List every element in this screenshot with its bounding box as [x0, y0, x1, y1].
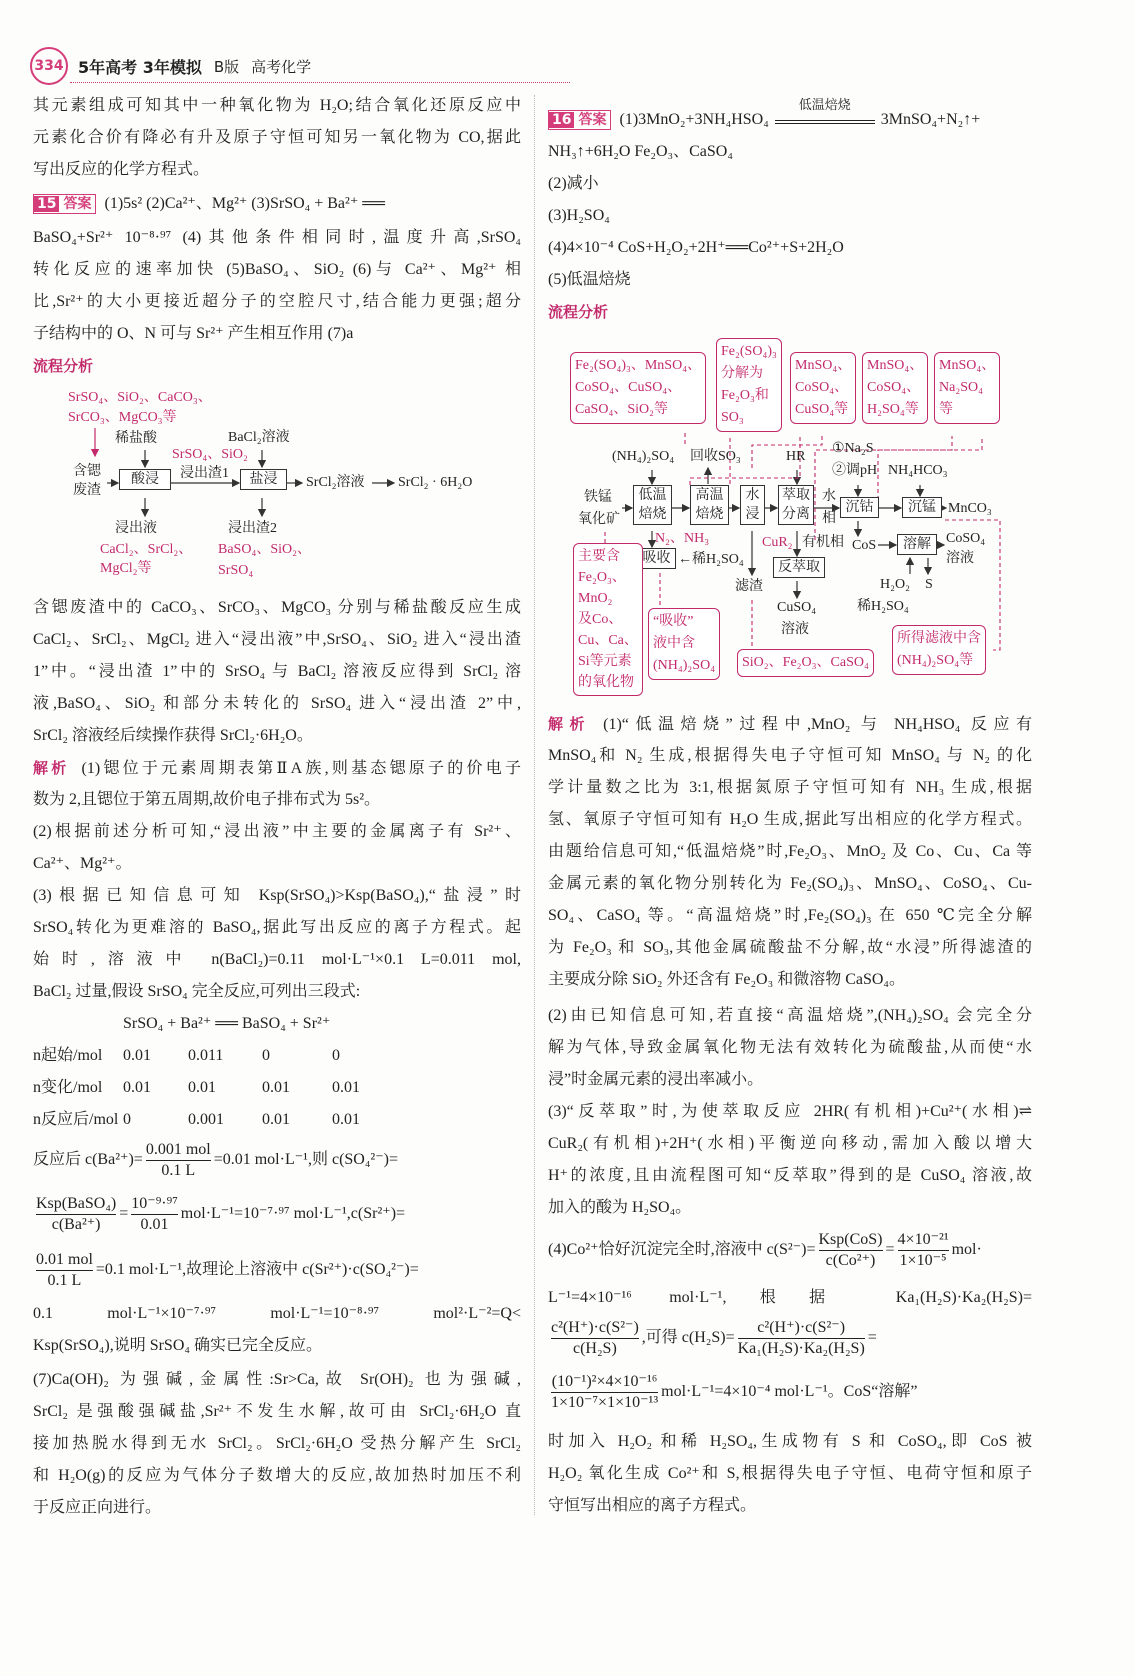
- note-line: Cu、Ca、: [578, 633, 638, 648]
- text-line: Ca²⁺、Mg²⁺。: [33, 855, 132, 872]
- text: =0.1 mol·L⁻¹,故理论上溶液中 c(Sr²⁺)·c(SO₄²⁻)=: [95, 1261, 419, 1279]
- text-line: SrSO₄转化为更难溶的 BaSO₄,据此写出反应的离子方程式。起: [33, 919, 521, 936]
- reagent-label: ←稀H₂SO₄: [678, 552, 744, 567]
- note-line: (NH₄)₂SO₄: [653, 658, 716, 673]
- note-line: CoSO₄、: [795, 380, 849, 395]
- denominator: 0.1 L: [161, 1162, 196, 1179]
- table-cell: 0.011: [188, 1047, 224, 1064]
- feed-label: 氧化矿: [578, 512, 620, 527]
- text-line: 为 Fe₂O₃ 和 SO₃,其他金属硫酸盐不分解,故“水浸”所得滤渣的: [548, 939, 1032, 956]
- table-cell: 0.01: [332, 1111, 360, 1128]
- denominator: 1×10⁻⁷×1×10⁻¹³: [551, 1394, 659, 1411]
- text: (1)“低温焙烧”过程中,MnO₂ 与 NH₄HSO₄ 反应有: [603, 716, 1032, 733]
- note-line: Na₂SO₄: [939, 380, 983, 395]
- note-line: SO₃: [721, 410, 744, 425]
- product-label: 溶液: [946, 551, 974, 566]
- table-cell: 0.01: [188, 1079, 216, 1096]
- answer-label: 答案: [578, 112, 607, 128]
- residue-label: 滤渣: [735, 579, 763, 594]
- leachate-label: 浸出液: [115, 521, 157, 536]
- calc-line: [548, 1318, 1032, 1359]
- text-line: (7)Ca(OH)₂ 为强碱,金属性:Sr>Ca,故 Sr(OH)₂ 也为强碱,: [33, 1371, 521, 1388]
- gas-label: N₂、NH₃: [655, 531, 710, 546]
- note-line: “吸收”: [653, 614, 694, 629]
- text-line: SO₄、CaSO₄ 等。“高温焙烧”时,Fe₂(SO₄)₃ 在 650 ℃完全分解: [548, 907, 1032, 924]
- product-label: S: [925, 577, 933, 592]
- fraction: [36, 1194, 116, 1235]
- fraction: [146, 1140, 211, 1181]
- fraction: [36, 1250, 93, 1291]
- reagent-label: HR: [786, 449, 806, 464]
- residue-label: 浸出渣2: [228, 521, 277, 536]
- reagent-label: H₂O₂: [880, 577, 910, 592]
- table-cell: 0: [332, 1047, 340, 1064]
- numerator: c²(H⁺)·c(S²⁻): [738, 1318, 865, 1339]
- note-line: 分解为: [721, 366, 763, 381]
- note-line: MnSO₄、: [939, 358, 996, 373]
- denominator: c(H₂S): [572, 1340, 617, 1357]
- text-line: (2)减小: [548, 175, 599, 192]
- numerator: c²(H⁺)·c(S²⁻): [551, 1318, 639, 1339]
- box-line: 分离: [782, 507, 810, 522]
- fraction: [738, 1318, 865, 1359]
- note-box: [570, 352, 706, 424]
- product-label: MnCO₃: [948, 501, 992, 516]
- note-line: CoSO₄、: [867, 380, 921, 395]
- text-line: NH₃↑+6H₂O Fe₂O₃、CaSO₄: [548, 143, 733, 160]
- denominator: 0.1 L: [47, 1272, 82, 1289]
- box-line: 萃取: [782, 488, 810, 503]
- note-line: MnO₂: [578, 591, 613, 606]
- process-box-cobalt-precip: 沉钴: [840, 497, 879, 518]
- text: =0.01 mol·L⁻¹,则 c(SO₄²⁻)=: [213, 1151, 399, 1169]
- table-cell: 0.01: [332, 1079, 360, 1096]
- denominator: 1×10⁻⁵: [899, 1252, 947, 1269]
- text: =: [119, 1205, 129, 1223]
- feed-label: 含锶: [73, 464, 101, 479]
- process-box-high-roast: [690, 485, 729, 525]
- product-label: SrCl₂ · 6H₂O: [398, 475, 473, 490]
- text-line: 1”中。“浸出渣 1”中的 SrSO₄ 与 BaCl₂ 溶液反应得到 SrCl₂ 溶: [33, 663, 521, 680]
- page-number: 334: [30, 47, 68, 85]
- text-line: 元素化合价有降必有升及原子守恒可知另一氧化物为 CO,据此: [33, 129, 521, 146]
- note-line: 等: [939, 402, 953, 417]
- box-line: 水: [745, 488, 760, 503]
- text-line: [548, 714, 1032, 735]
- table-row-label: n起始/mol: [33, 1047, 103, 1064]
- text-line: (2)根据前述分析可知,“浸出液”中主要的金属离子有 Sr²⁺、: [33, 823, 521, 840]
- text-line: CuR₂(有机相)+2H⁺(水相)平衡逆向移动,需加入酸以增大: [548, 1135, 1032, 1152]
- fraction: [551, 1318, 639, 1359]
- byproduct-label: 回收SO₃: [690, 449, 741, 464]
- note-line: H₂SO₄等: [867, 402, 919, 417]
- process-box-salt-leach: 盐浸: [240, 469, 287, 490]
- analysis-label: 解析: [33, 759, 70, 777]
- fraction: [551, 1372, 658, 1413]
- note-line: CuSO₄等: [795, 402, 849, 417]
- text: (4)Co²⁺恰好沉淀完全时,溶液中 c(S²⁻)=: [548, 1241, 816, 1259]
- note-line: 及Co、: [578, 612, 623, 627]
- text-line: H₂O₂ 氧化生成 Co²⁺和 S,根据得失电子守恒、电荷守恒和原子: [548, 1465, 1032, 1482]
- text-line: 浸”时金属元素的浸出率减小。: [548, 1071, 764, 1088]
- table-header: SrSO₄ + Ba²⁺ ══ BaSO₄ + Sr²⁺: [123, 1015, 331, 1032]
- text-line: (2)由已知信息可知,若直接“高温焙烧”,(NH₄)₂SO₄ 会完全分: [548, 1007, 1032, 1024]
- text-line: 和 H₂O(g)的反应为气体分子数增大的反应,故加热时加压不利: [33, 1467, 521, 1484]
- text-line: (3)“反萃取”时,为使萃取反应 2HR(有机相)+Cu²⁺(水相)⇌: [548, 1103, 1032, 1120]
- numerator: Ksp(BaSO₄): [36, 1194, 116, 1215]
- fraction: [898, 1230, 949, 1271]
- numerator: 4×10⁻²¹: [898, 1230, 949, 1251]
- product-label: CoSO₄: [946, 531, 986, 546]
- phase-label: 有机相: [802, 535, 844, 550]
- question-number: 16: [549, 112, 574, 128]
- feed-label: 废渣: [73, 483, 101, 498]
- reagent-label: 稀盐酸: [115, 431, 157, 446]
- text: mol·L⁻¹=4×10⁻⁴ mol·L⁻¹。CoS“溶解”: [661, 1383, 918, 1401]
- leachate-composition: MgCl₂等: [100, 561, 152, 576]
- calc-line: [33, 1140, 521, 1181]
- text-line: 数为 2,且锶位于第五周期,故价电子排布式为 5s²。: [33, 791, 381, 808]
- text-line: 氢、氧原子守恒可知有 H₂O 生成,据此写出相应的化学方程式。: [548, 811, 1032, 828]
- numerator: Ksp(CoS): [819, 1230, 883, 1251]
- process-box-low-roast: [633, 485, 672, 525]
- text: =: [867, 1329, 877, 1347]
- note-line: 液中含: [653, 636, 695, 651]
- flow-analysis-heading: 流程分析: [33, 357, 94, 375]
- note-line: MnSO₄、: [795, 358, 852, 373]
- reagent-label: 稀H₂SO₄: [857, 599, 909, 614]
- text-line: H⁺的浓度,且由流程图可知“反萃取”得到的是 CuSO₄ 溶液,故: [548, 1167, 1032, 1184]
- residue-label: 浸出渣1: [180, 466, 229, 481]
- fraction: [131, 1194, 178, 1235]
- text-line: [33, 758, 521, 779]
- reagent-label: ②调pH: [832, 463, 878, 478]
- leachate-composition: CaCl₂、SrCl₂、: [100, 542, 193, 557]
- text-line: 解为气体,导致金属氧化物无法有效转化为硫酸盐,从而使“水: [548, 1039, 1032, 1056]
- text-line: 写出反应的化学方程式。: [33, 161, 210, 178]
- table-cell: 0: [262, 1047, 270, 1064]
- numerator: 0.001 mol: [146, 1140, 211, 1161]
- note-line: MnSO₄、: [867, 358, 924, 373]
- box-line: 高温: [695, 488, 724, 503]
- residue-composition: SrSO₄、SiO₂: [172, 447, 248, 462]
- text-line: 接加热脱水得到无水 SrCl₂。SrCl₂·6H₂O 受热分解产生 SrCl₂: [33, 1435, 521, 1452]
- box-line: 焙烧: [638, 507, 667, 522]
- text-line: MnSO₄和 N₂ 生成,根据得失电子守恒可知 MnSO₄ 与 N₂ 的化: [548, 747, 1032, 764]
- process-box-extraction: [778, 485, 814, 525]
- product-label: 溶液: [781, 622, 809, 637]
- process-box-water-leach: [740, 485, 765, 525]
- text-line: 液,BaSO₄、SiO₂ 和部分未转化的 SrSO₄ 进入“浸出渣 2”中,: [33, 695, 521, 712]
- text-line: (4)4×10⁻⁴ CoS+H₂O₂+2H⁺══Co²⁺+S+2H₂O: [548, 239, 844, 256]
- edition: B版: [213, 57, 240, 76]
- reagent-label: BaCl₂溶液: [228, 430, 290, 445]
- text-line: 学计量数之比为 3:1,根据氮原子守恒可知有 NH₃ 生成,根据: [548, 779, 1032, 796]
- phase-label: 相: [822, 511, 836, 526]
- product-label: CuSO₄: [777, 600, 817, 615]
- residue-composition: SrSO₄: [218, 563, 254, 578]
- text-line: 由题给信息可知,“低温焙烧”时,Fe₂O₃、MnO₂ 及 Co、Cu、Ca 等: [548, 843, 1032, 860]
- text-line: 转化反应的速率加快 (5)BaSO₄、SiO₂ (6)与 Ca²⁺、Mg²⁺ 相: [33, 261, 521, 278]
- organic-label: CuR₂: [762, 535, 793, 550]
- note-line: Si等元素: [578, 654, 632, 669]
- reagent-label: (NH₄)₂SO₄: [612, 449, 675, 464]
- calc-line: [548, 1372, 1032, 1413]
- note-box: [716, 338, 782, 432]
- note-line: CoSO₄、CuSO₄、: [575, 380, 682, 395]
- table-cell: 0.01: [262, 1079, 290, 1096]
- calc-line: 0.1 mol·L⁻¹×10⁻⁷·⁹⁷ mol·L⁻¹=10⁻⁸·⁹⁷ mol²·L⁻²=Q<: [33, 1305, 521, 1322]
- table-cell: 0.001: [188, 1111, 224, 1128]
- process-box-absorb: 吸收: [637, 548, 676, 569]
- note-line: (NH₄)₂SO₄等: [897, 653, 974, 668]
- condition-text: 低温焙烧: [798, 97, 851, 112]
- raw-material-label: SrSO₄、SiO₂、CaCO₃、: [68, 390, 212, 405]
- numerator: 0.01 mol: [36, 1250, 93, 1271]
- series-title: 5年高考 3年模拟: [78, 57, 202, 77]
- table-cell: 0: [123, 1111, 131, 1128]
- text-line: (5)低温焙烧: [548, 271, 631, 288]
- text-line: 金属元素的氧化物分别转化为 Fe₂(SO₄)₃、MnSO₄、CoSO₄、Cu-: [548, 875, 1032, 892]
- note-line: Fe₂O₃和: [721, 388, 769, 403]
- table-row-label: n反应后/mol: [33, 1111, 119, 1128]
- denominator: c(Ba²⁺): [51, 1216, 101, 1233]
- question-number: 15: [34, 196, 59, 212]
- text: (1)5s² (2)Ca²⁺、Mg²⁺ (3)SrSO₄ + Ba²⁺ ══: [104, 195, 385, 212]
- text-line: 比,Sr²⁺的大小更接近超分子的空腔尺寸,结合能力更强;超分: [33, 293, 521, 310]
- process-box-back-extraction: 反萃取: [773, 557, 825, 578]
- note-box: [648, 608, 720, 680]
- denominator: c(Co²⁺): [825, 1252, 876, 1269]
- fraction: [819, 1230, 883, 1271]
- text: 3MnSO₄+N₂↑+: [880, 111, 981, 128]
- text: (1)锶位于元素周期表第ⅡA族,则基态锶原子的价电子: [81, 760, 521, 777]
- subject: 高考化学: [251, 57, 312, 76]
- residue-composition: BaSO₄、SiO₂、: [218, 542, 311, 557]
- text-line: 含锶废渣中的 CaCO₃、SrCO₃、MgCO₃ 分别与稀盐酸反应生成: [33, 599, 521, 616]
- reagent-label: ①Na₂S: [832, 441, 874, 456]
- text-line: 始时,溶液中 n(BaCl₂)=0.11 mol·L⁻¹×0.1 L=0.011 mol,: [33, 951, 521, 968]
- text-line: 时加入 H₂O₂ 和稀 H₂SO₄,生成物有 S 和 CoSO₄,即 CoS 被: [548, 1433, 1032, 1450]
- numerator: (10⁻¹)²×4×10⁻¹⁶: [551, 1372, 658, 1393]
- note-line: Fe₂(SO₄)₃、MnSO₄、: [575, 358, 702, 373]
- phase-label: 水: [822, 489, 836, 504]
- text-line: BaCl₂ 过量,假设 SrSO₄ 完全反应,可列出三段式:: [33, 983, 361, 1000]
- text-line: SrCl₂ 溶液经后续操作获得 SrCl₂·6H₂O。: [33, 727, 313, 744]
- note-line: Fe₂(SO₄)₃: [721, 344, 777, 359]
- calc-line: [33, 1194, 521, 1235]
- reagent-label: NH₄HCO₃: [888, 463, 948, 478]
- text-line: (3)H₂SO₄: [548, 207, 610, 224]
- text-line: SrCl₂ 是强酸强碱盐,Sr²⁺不发生水解,故可由 SrCl₂·6H₂O 直: [33, 1403, 521, 1420]
- note-box: [934, 352, 1000, 424]
- box-line: 低温: [638, 488, 667, 503]
- note-line: 主要含: [578, 549, 620, 564]
- note-line: Fe₂O₃、: [578, 570, 626, 585]
- text: (1)3MnO₂+3NH₄HSO₄: [619, 111, 769, 128]
- text: mol·: [951, 1241, 982, 1259]
- note-box: [862, 352, 928, 424]
- analysis-label: 解析: [548, 715, 592, 733]
- text: 反应后 c(Ba²⁺)=: [33, 1151, 143, 1169]
- text-line: 守恒写出相应的离子方程式。: [548, 1497, 757, 1514]
- box-line: 焙烧: [695, 507, 724, 522]
- text-line: 主要成分除 SiO₂ 外还含有 Fe₂O₃ 和微溶物 CaSO₄。: [548, 971, 905, 988]
- feed-label: 铁锰: [584, 490, 612, 505]
- text-line: 于反应正向进行。: [33, 1499, 162, 1516]
- note-box: [892, 625, 986, 675]
- text-line: CaCl₂、SrCl₂、MgCl₂ 进入“浸出液”中,SrSO₄、SiO₂ 进入“浸出渣: [33, 631, 521, 648]
- note-box: [790, 352, 856, 424]
- flow-analysis-heading: 流程分析: [548, 303, 609, 321]
- text-line: (3)根据已知信息可知 Ksp(SrSO₄)>Ksp(BaSO₄),“盐浸”时: [33, 887, 521, 904]
- process-box-acid-leach: 酸浸: [119, 469, 171, 490]
- note-line: CaSO₄、SiO₂等: [575, 402, 668, 417]
- note-line: 所得滤液中含: [897, 631, 981, 646]
- table-cell: 0.01: [123, 1079, 151, 1096]
- note-box: [573, 543, 643, 696]
- table-cell: 0.01: [262, 1111, 290, 1128]
- box-line: 浸: [745, 507, 760, 522]
- denominator: 0.01: [140, 1216, 169, 1233]
- solution-label: SrCl₂溶液: [306, 475, 365, 490]
- raw-material-label: SrCO₃、MgCO₃等: [68, 410, 177, 425]
- answer-label: 答案: [63, 196, 92, 212]
- calc-line: L⁻¹=4×10⁻¹⁶ mol·L⁻¹,根据 Ka₁(H₂S)·Ka₂(H₂S)=: [548, 1289, 1032, 1306]
- process-box-manganese-precip: 沉锰: [902, 497, 942, 518]
- text-line: 子结构中的 O、N 可与 Sr²⁺ 产生相互作用 (7)a: [33, 325, 354, 342]
- calc-line: (4)Co²⁺恰好沉淀完全时,溶液中 c(S²⁻)= $\frac{\text{Ksp(CoS)}}{\text{c(Co²⁺)}}$ = $\frac{\text{4×10⁻²¹}}{\text{1×10⁻⁵}}$ mol·: [548, 1231, 982, 1269]
- text: ,可得 c(H₂S)=: [641, 1329, 735, 1347]
- process-box-dissolve: 溶解: [897, 534, 937, 555]
- numerator: 10⁻⁹·⁹⁷: [131, 1194, 178, 1215]
- note-box: SiO₂、Fe₂O₃、CaSO₄: [737, 649, 874, 677]
- table-cell: 0.01: [123, 1047, 151, 1064]
- text-line: 加入的酸为 H₂SO₄。: [548, 1199, 692, 1216]
- denominator: Ka₁(H₂S)·Ka₂(H₂S): [737, 1340, 865, 1357]
- note-line: 的氧化物: [578, 675, 634, 690]
- text: mol·L⁻¹=10⁻⁷·⁹⁷ mol·L⁻¹,c(Sr²⁺)=: [180, 1205, 406, 1223]
- calc-line: [33, 1250, 521, 1291]
- intermediate-label: CoS: [852, 538, 877, 553]
- table-row-label: n变化/mol: [33, 1079, 103, 1096]
- text-line: BaSO₄+Sr²⁺ 10⁻⁸·⁹⁷ (4)其他条件相同时,温度升高,SrSO₄: [33, 229, 521, 246]
- calc-line: Ksp(SrSO₄),说明 SrSO₄ 确实已完全反应。: [33, 1337, 322, 1354]
- text-line: 其元素组成可知其中一种氧化物为 H₂O;结合氧化还原反应中: [33, 97, 521, 114]
